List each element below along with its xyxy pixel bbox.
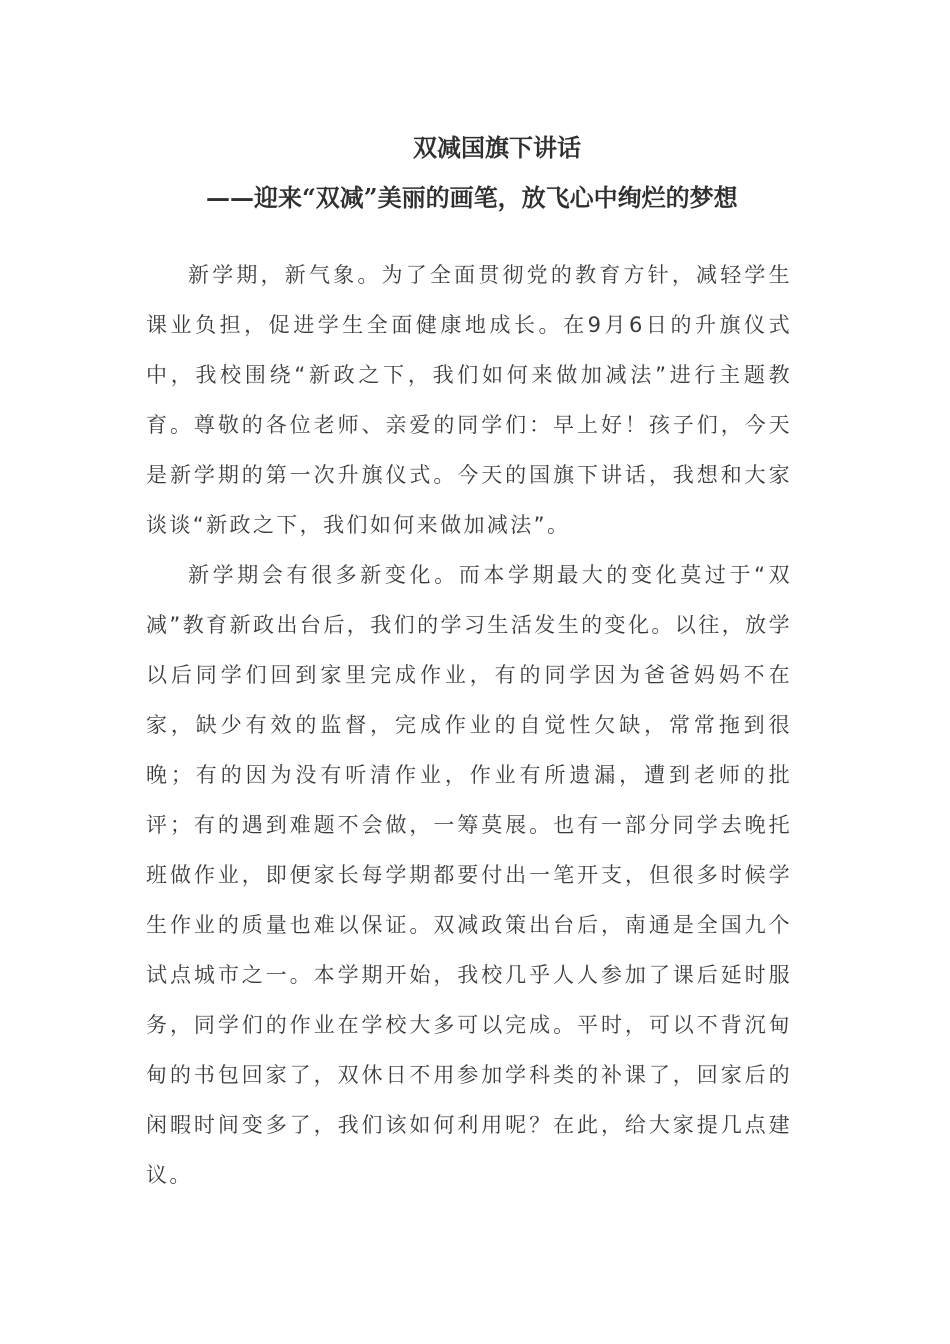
- paragraph: 新学期，新气象。为了全面贯彻党的教育方针，减轻学生课业负担，促进学生全面健康地成长。在9月6日的升旗仪式中，我校围绕“新政之下，我们如何来做加减法”进行主题教育。尊敬的各位老师、亲爱的同学们：早上好！孩子们，今天是新学期的第一次升旗仪式。今天的国旗下讲话，我想和大家谈谈“新政之下，我们如何来做加减法”。: [146, 263, 792, 537]
- document-body: [146, 250, 792, 1200]
- paragraph: 新学期会有很多新变化。而本学期最大的变化莫过于“双减”教育新政出台后，我们的学习生活发生的变化。以往，放学以后同学们回到家里完成作业，有的同学因为爸爸妈妈不在家，缺少有效的监督，完成作业的自觉性欠缺，常常拖到很晚；有的因为没有听清作业，作业有所遗漏，遭到老师的批评；有的遇到难题不会做，一筹莫展。也有一部分同学去晚托班做作业，即便家长每学期都要付出一笔开支，但很多时候学生作业的质量也难以保证。双减政策出台后，南通是全国九个试点城市之一。本学期开始，我校几乎人人参加了课后延时服务，同学们的作业在学校大多可以完成。平时，可以不背沉甸甸的书包回家了，双休日不用参加学科类的补课了，回家后的闲暇时间变多了，我们该如何利用呢？在此，给大家提几点建议。: [146, 563, 792, 1187]
- document-subtitle: ——迎来“双减”美丽的画笔，放飞心中绚烂的梦想: [206, 183, 738, 212]
- document-title: 双减国旗下讲话: [413, 133, 581, 162]
